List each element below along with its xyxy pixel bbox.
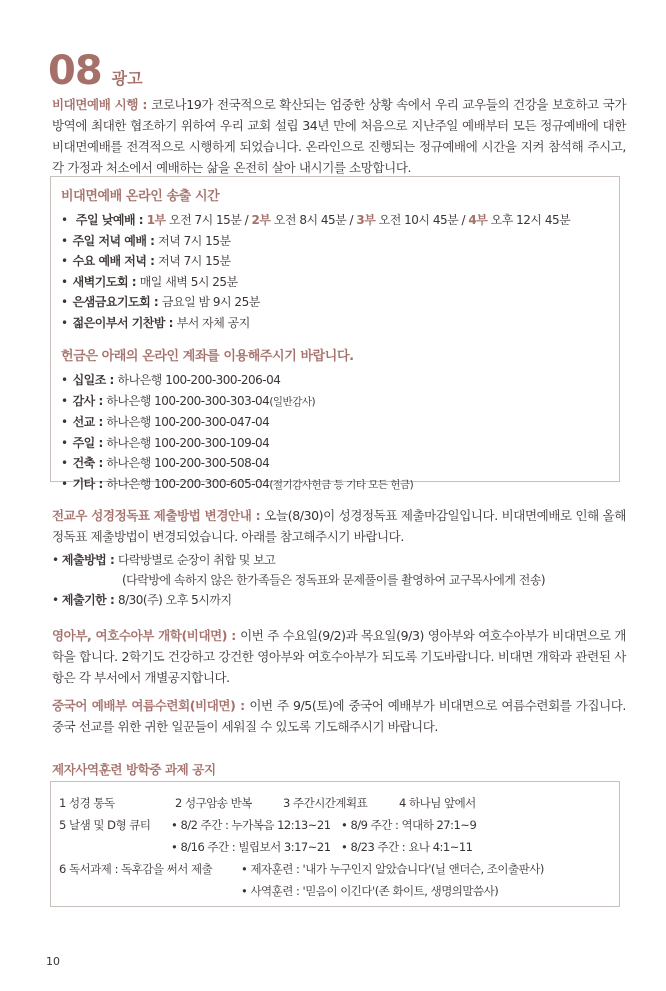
list-item: • 주일 저녁 예배 : 저녁 7시 15분 (61, 231, 609, 252)
notice-body: 이번 주 수요일(9/2)과 목요일(9/3) 영아부와 여호수아부가 비대면으로 개학을 합니다. 2학기도 건강하고 강건한 영아부와 여호수아부가 되도록 기도바랍니다. 비대면 개학과 관련된 사항은 각 부서에서 개별공지합니다. (52, 628, 626, 685)
list-item: • 제출기한 : 8/30(주) 오후 5시까지 (52, 593, 232, 607)
method-note: (다락방에 속하지 않은 한가족들은 정독표와 문제풀이를 촬영하여 교구목사에게 전송) (122, 573, 546, 587)
list-item: • 제출방법 : 다락방별로 순장이 취합 및 보고 (52, 553, 276, 567)
schedule-list (61, 210, 609, 333)
notice-title: 중국어 예배부 여름수련회(비대면) : (52, 698, 250, 713)
table-row: 6 독서과제 : 독후감을 써서 제출 • 제자훈련 : '내가 누구인지 알았습니다'(닐 앤더슨, 조이출판사) (59, 862, 544, 876)
notice-school-opening (52, 625, 626, 688)
notice-bible-reading (52, 505, 626, 547)
list-item: • 주일 낮예배 : 1부 오전 7시 15분 / 2부 오전 8시 45분 / 3부 오전 10시 45분 / 4부 오후 12시 45분 (61, 210, 609, 231)
discipleship-title: 제자사역훈련 방학중 과제 공지 (52, 762, 216, 777)
notice-body: 이번 주 9/5(토)에 중국어 예배부가 비대면으로 여름수련회를 가집니다. 중국 선교를 위한 귀한 일꾼들이 세워질 수 있도록 기도해주시기 바랍니다. (52, 698, 627, 734)
account-list (61, 370, 609, 495)
section-number: 08 (48, 48, 102, 94)
list-item: • 새벽기도회 : 매일 새벽 5시 25분 (61, 272, 609, 293)
list-item: • 젊은이부서 기찬밤 : 부서 자체 공지 (61, 313, 609, 334)
notice-chinese-retreat (52, 695, 626, 737)
notice-body: 오늘(8/30)이 성경정독표 제출마감일입니다. 비대면예배로 인해 올해 정독표 제출방법이 변경되었습니다. 아래를 참고해주시기 바랍니다. (52, 508, 626, 544)
list-item: • 감사 : 하나은행 100-200-300-303-04(일반감사) (61, 391, 609, 413)
discipleship-box (50, 781, 620, 907)
worship-schedule-box (50, 176, 620, 491)
table-row: • 사역훈련 : '믿음이 이긴다'(존 화이트, 생명의말씀사) (241, 884, 499, 898)
offering-title: 헌금은 아래의 온라인 계좌를 이용해주시기 바랍니다. (61, 349, 354, 364)
page-number: 10 (46, 955, 60, 968)
assignment-table (59, 792, 619, 902)
notice-title: 영아부, 여호수아부 개학(비대면) : (52, 628, 241, 643)
notice-title: 비대면예배 시행 : (52, 97, 152, 112)
list-item: • 주일 : 하나은행 100-200-300-109-04 (61, 433, 609, 454)
list-item: • 기타 : 하나은행 100-200-300-605-04(절기감사헌금 등 기타 모든 헌금) (61, 474, 609, 496)
section-title: 광고 (111, 69, 143, 88)
schedule-title: 비대면예배 온라인 송출 시간 (61, 189, 220, 204)
section-header (48, 48, 143, 94)
table-row: • 8/16 주간 : 빌립보서 3:17~21 • 8/23 주간 : 요나 4:1~11 (171, 840, 473, 854)
table-row: 1 성경 통독 2 성구암송 반복 3 주간시간계획표 4 하나님 앞에서 (59, 796, 476, 810)
notice-online-worship (52, 94, 626, 178)
list-item: • 수요 예배 저녁 : 저녁 7시 15분 (61, 251, 609, 272)
list-item: • 선교 : 하나은행 100-200-300-047-04 (61, 412, 609, 433)
list-item: • 건축 : 하나은행 100-200-300-508-04 (61, 453, 609, 474)
table-row: 5 날샘 및 D형 큐티 • 8/2 주간 : 누가복음 12:13~21 • 8/9 주간 : 역대하 27:1~9 (59, 818, 477, 832)
submission-details (52, 550, 622, 610)
notice-title: 전교우 성경정독표 제출방법 변경안내 : (52, 508, 265, 523)
list-item: • 은샘금요기도회 : 금요일 밤 9시 25분 (61, 292, 609, 313)
list-item: • 십일조 : 하나은행 100-200-300-206-04 (61, 370, 609, 391)
notice-body: 코로나19가 전국적으로 확산되는 엄중한 상황 속에서 우리 교우들의 건강을 보호하고 국가방역에 최대한 협조하기 위하여 우리 교회 설립 34년 만에 처음으로 지난주일 예배부터 모든 정규예배에 대한 비대면예배를 전격적으로 시행하게 되었습니다. 온라인으로 진행되는 정규예배에 시간을 지켜 참석해 주시고, 각 가정과 처소에서 예배하는 삶을 온전히 살아 내시기를 소망합니다. (52, 97, 626, 175)
